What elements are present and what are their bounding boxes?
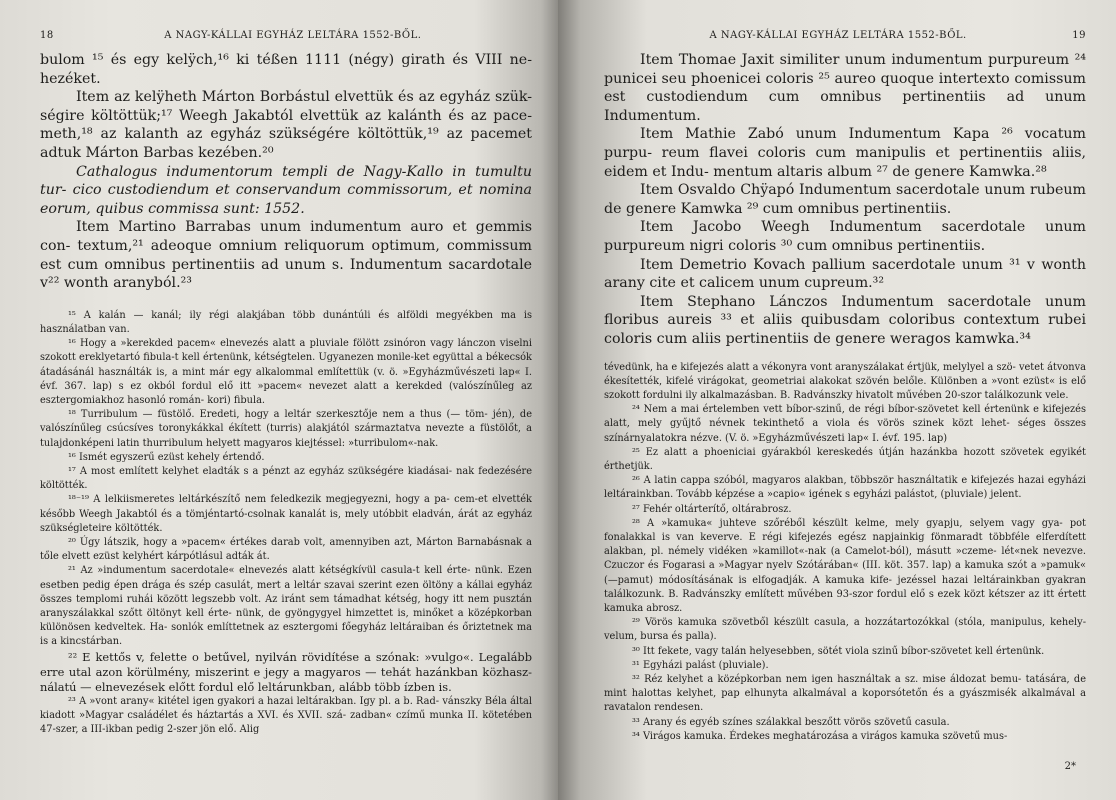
footnote: ³⁴ Virágos kamuka. Érdekes meghatározása a virágos kamuka szövetű mus- — [632, 730, 1008, 742]
footnote: ²⁰ Úgy látszik, hogy a »pacem« értékes darab volt, amennyiben azt, Márton Barnabásnak a tőle elvett ezüst kelyhért kárpótlásul adták át. — [40, 536, 532, 563]
footnote: ²⁸ A »kamuka« juhteve szőréből készült kelme, mely gyapju, selyem vagy gya- pot fonalakkal is van keverve. E régi kifejezés egész napjainkig fönmaradt többféle elferdített alakban, pl. némely vidéken »kamillot«-nak (a Camelot-ból), másutt »czeme- lét«nek nevezve. Czuczor és Fogarasi a »Magyar nyelv Szótárában« (III. köt. 357. lap) a kamuka szót a »pamuk« (—pamut) módosításának is elfogadják. A kamuka kife- jezéssel hazai leltárainkban gyakran találkozunk. B. Radvánszky említett művében 93-szor fordul elő s ezek közt kétszer az itt értett kamuka abrosz. — [604, 517, 1086, 614]
footnote: ¹⁸⁻¹⁹ A lelkiismeretes leltárkészítő nem feledkezik megjegyezni, hogy a pa- cem-et elvették később Weegh Jakabtól és a tömjéntartó-csolnak kanalát is, mely utóbbit eladván, árát az egyház szükségleteire költötték. — [40, 494, 532, 534]
right-body-paragraph: Item Demetrio Kovach pallium sacerdotale unum ³¹ v wonth arany cite et calicem unum cupreum.³² — [604, 256, 1086, 292]
right-page — [558, 0, 1116, 800]
right-page-number: 19 — [1072, 30, 1086, 41]
footnote: ²⁴ Nem a mai értelemben vett bíbor-szinű, de régi bíbor-szövetet kell értenünk e kifejezés alatt, mely gyűjtő névnek tekinthető a viola és vörös szinek közt lehet- séges összes színárnyalatokra nézve. (V. ö. »Egyházművészeti lap« I. évf. 195. lap) — [604, 404, 1086, 444]
footnote: ²⁵ Ez alatt a phoeniciai gyárakból kereskedés útján hazánkba hozott szövetek egyikét érthetjük. — [604, 446, 1086, 472]
footnote: ³³ Arany és egyéb színes szálakkal beszőtt vörös szövetű casula. — [632, 716, 950, 728]
right-body-paragraph: Item Stephano Lánczos Indumentum sacerdotale unum floribus aureis ³³ et aliis quibusdam coloribus contextum rubei coloris cum aliis pertinentiis de genere weragos kamwka.³⁴ — [604, 293, 1086, 347]
left-page-number: 18 — [40, 30, 54, 41]
right-body-paragraph: Item Mathie Zabó unum Indumentum Kapa ²⁶ vocatum purpu- reum flavei coloris cum manipulis et pertinentiis aliis, eidem et Indu- mentum altaris album ²⁷ de genere Kamwka.²⁸ — [604, 126, 1086, 180]
right-body-paragraph: Item Jacobo Weegh Indumentum sacerdotale unum purpureum nigri coloris ³⁰ cum omnibus pertinentiis. — [604, 219, 1086, 254]
footnote: tévedünk, ha e kifejezés alatt a vékonyra vont aranyszálakat értjük, melylyel a szö- vetet átvonva ékesítették, kifelé virágokat, geometriai alakokat szövén belőle. Különben a »vont ezüst« is elő szokott fordulni ily alkalmazásban. B. Radvánszky hivatolt művében 20-szor találkozunk vele. — [604, 361, 1086, 401]
left-body-paragraph: Item az kelÿheth Márton Borbástul elvettük és az egyház szük- ségire költöttük;¹⁷ Weegh Jakabtól elvettük az kalánth és az pace- meth,¹⁸ az kalanth az egyház szükségére költöttük,¹⁹ az pacemet adtuk Márton Barbas kezében.²⁰ — [40, 89, 532, 161]
left-body-paragraph: Item Martino Barrabas unum indumentum auro et gemmis con- textum,²¹ adeoque omnium reliquorum optimum, commissum est cum omnibus pertinentiis ad unum s. Indumentum sacardotale v²² wonth aranyból.²³ — [40, 219, 532, 292]
footnote: ²⁶ A latin cappa szóból, magyaros alakban, többször használtatik e kifejezés hazai egyházi leltárainkban. Tovább képzése a »capio« igének s egyházi palástot, (pluviale) jelent. — [604, 475, 1086, 501]
right-running-head: A NAGY-KÁLLAI EGYHÁZ LELTÁRA 1552-BŐL. — [709, 30, 967, 41]
footnote: ²³ A »vont arany« kitétel igen gyakori a hazai leltárakban. Igy pl. a b. Rad- vánszky Béla által kiadott »Magyar családélet és háztartás a XVI. és XVII. szá- zadban« czímű munka II. kötetében 47-szer, a III-ikban pedig 2-szer jön elő. Alig — [40, 695, 532, 735]
right-footnotes — [604, 361, 1086, 744]
footnote: ¹⁶ Ismét egyszerű ezüst kehely értendő. — [68, 451, 265, 463]
right-body-paragraph: Item Thomae Jaxit similiter unum indumentum purpureum ²⁴ punicei seu phoenicei coloris ²⁵ aureo quoque intertexto comissum est custodiendum cum omnibus pertinentiis ad unum Indumentum. — [604, 52, 1086, 124]
footnote: ¹⁷ A most említett kelyhet eladták s a pénzt az egyház szükségére kiadásai- nak fedezésére költötték. — [40, 465, 532, 492]
left-body-text — [40, 51, 532, 293]
footnote: ³¹ Egyházi palást (pluviale). — [632, 659, 769, 671]
left-footnotes — [40, 309, 532, 737]
footnote: ³⁰ Itt fekete, vagy talán helyesebben, sötét viola szinű bíbor-szövetet kell értenünk. — [632, 645, 1045, 657]
footnote: ²¹ Az »indumentum sacerdotale« elnevezés alatt kétségkívül casula-t kell érte- nünk. Ezen esetben pedig épen drága és szép casulát, mert a leltár szavai szerint ezen öltöny a kállai egyház összes templomi ruhái között legszebb volt. Az iránt sem támadhat kétség, hogy itt nem pusztán aranyszálakkal szőtt öltönyt kell érte- nünk, de gyöngygyel himzettet is, minőket a középkorban különösen kedveltek. Ha- sonlók említtetnek az esztergomi főegyház leltáraiban és őriztetnek ma is a kincstárban. — [40, 565, 532, 648]
footnote: ²⁷ Fehér oltárterítő, oltárabrosz. — [632, 503, 792, 515]
footnote: ²² E kettős v, felette o betűvel, nyilván rövidítése a szónak: »vulgo«. Legalább erre utal azon körülmény, miszerint e jegy a magyaros — tehát hazánkban közhasz- nálatú — elnevezések előtt fordul elő leltárunkban, alább több ízben is. — [40, 649, 532, 694]
left-running-head: A NAGY-KÁLLAI EGYHÁZ LELTÁRA 1552-BŐL. — [164, 30, 422, 41]
footnote: ³² Réz kelyhet a középkorban nem igen használtak a sz. mise áldozat bemu- tatására, de mint halottas kelyhet, pap elhunyta alkalmával a koporsótetőn és a gyászmisék alkalmával a ravatalon rendesen. — [604, 673, 1086, 714]
footnote: ¹⁶ Hogy a »kerekded pacem« elnevezés alatt a pluviale fölött zsinóron vagy lánczon viselni szokott ereklyetartó fibula-t kell értenünk, kétségtelen. Ugyanezen monile-ket együttal a békecsók átadásánál használták is, a mint már egy alkalommal említettük (v. ö. »Egyházművészeti lap« I. évf. 367. lap) s ez okból fordul elő itt »pacem« nevezet alatt a kerekded (valószínűleg az esztergomiakhoz hasonló román- kori) fibula. — [40, 338, 532, 406]
left-body-paragraph: Cathalogus indumentorum templi de Nagy-Kallo in tumultu tur- cico custodiendum et conservandum commissorum, et nomina eorum, quibus commissa sunt: 1552. — [40, 163, 532, 217]
right-body-text — [604, 51, 1086, 349]
left-body-paragraph: bulom ¹⁵ és egy kelÿch,¹⁶ ki téßen 1111 (négy) girath és VIII ne- hezéket. — [40, 52, 532, 87]
printer-signature: 2* — [1064, 761, 1076, 772]
left-header — [40, 30, 532, 41]
right-body-paragraph: Item Osvaldo Chÿapó Indumentum sacerdotale unum rubeum de genere Kamwka ²⁹ cum omnibus pertinentiis. — [604, 182, 1086, 217]
footnote: ²⁹ Vörös kamuka szövetből készült casula, a hozzátartozókkal (stóla, manipulus, kehely-velum, bursa és palla). — [604, 617, 1086, 643]
footnote: ¹⁸ Turribulum — füstölő. Eredeti, hogy a leltár szerkesztője nem a thus (— töm- jén), de valószínűleg csúcsíves toronykákkal ékített (turris) alakjától származtatva nevezte a füstölőt, a tulajdonképeni latin thurribulum helyett magyaros kiejtéssel: »turribulom«-nak. — [40, 409, 532, 449]
right-header — [604, 30, 1086, 41]
footnote: ¹⁵ A kalán — kanál; ily régi alakjában több dunántúli és alföldi megyékben ma is használatban van. — [40, 309, 532, 335]
